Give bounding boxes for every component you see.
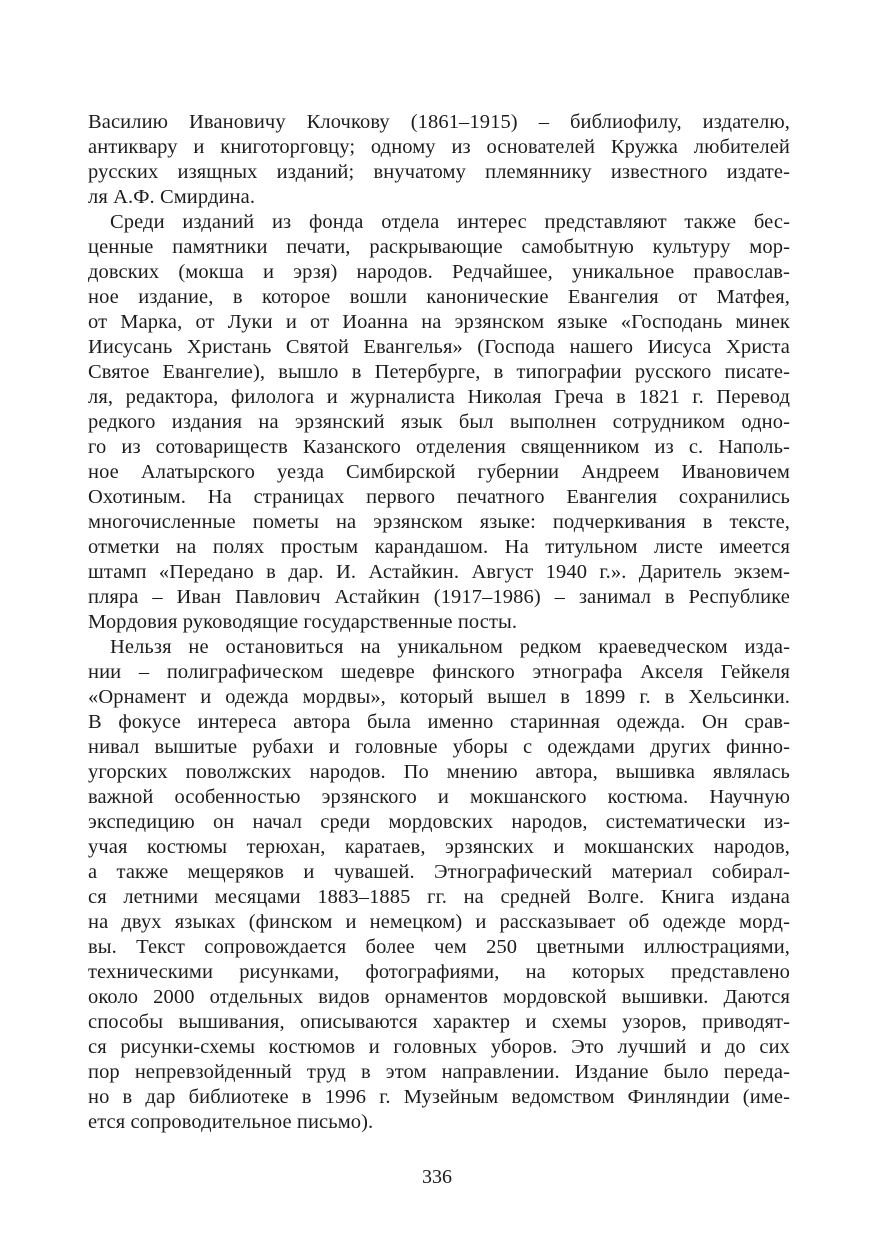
text-line: техническими рисунками, фотографиями, на которых представлено	[88, 961, 790, 983]
text-line: Среди изданий из фонда отдела интерес представляют также бес-	[110, 211, 790, 233]
text-line: пляра – Иван Павлович Астайкин (1917–1986) – занимал в Республике	[88, 586, 790, 608]
text-line: отметки на полях простым карандашом. На титульном листе имеется	[88, 536, 790, 558]
text-line: ся летними месяцами 1883–1885 гг. на средней Волге. Книга издана	[88, 886, 790, 908]
text-line: учая костюмы терюхан, каратаев, эрзянских и мокшанских народов,	[88, 836, 790, 858]
text-line: редкого издания на эрзянский язык был выполнен сотрудником одно-	[88, 411, 790, 433]
text-line: Иисусань Христань Святой Евангелья» (Господа нашего Иисуса Христа	[88, 336, 790, 358]
text-line: русских изящных изданий; внучатому племяннику известного издате-	[88, 161, 790, 183]
text-line: важной особенностью эрзянского и мокшанского костюма. Научную	[88, 786, 790, 808]
text-line: пор непревзойденный труд в этом направлении. Издание было переда-	[88, 1061, 790, 1083]
text-line: Василию Ивановичу Клочкову (1861–1915) – библиофилу, издателю,	[88, 111, 790, 133]
text-line: Святое Евангелие), вышло в Петербурге, в типографии русского писате-	[88, 361, 790, 383]
text-line: около 2000 отдельных видов орнаментов мордовской вышивки. Даются	[88, 986, 790, 1008]
text-line: вы. Текст сопровождается более чем 250 цветными иллюстрациями,	[88, 936, 790, 958]
text-line: ное Алатырского уезда Симбирской губернии Андреем Ивановичем	[88, 461, 790, 483]
text-line: довских (мокша и эрзя) народов. Редчайшее, уникальное православ-	[88, 261, 790, 283]
text-line: Мордовия руководящие государственные посты.	[88, 611, 518, 633]
text-line: способы вышивания, описываются характер и схемы узоров, приводят-	[88, 1011, 790, 1033]
text-line: ля, редактора, филолога и журналиста Николая Греча в 1821 г. Перевод	[88, 386, 790, 408]
text-line: угорских поволжских народов. По мнению автора, вышивка являлась	[88, 761, 790, 783]
text-line: но в дар библиотеке в 1996 г. Музейным ведомством Финляндии (име-	[88, 1086, 790, 1108]
text-line: нии – полиграфическом шедевре финского этнографа Акселя Гейкеля	[88, 661, 790, 683]
text-line: ценные памятники печати, раскрывающие самобытную культуру мор-	[88, 236, 790, 258]
text-line: многочисленные пометы на эрзянском языке: подчеркивания в тексте,	[88, 511, 790, 533]
page-number: 336	[422, 1166, 452, 1188]
paragraph	[88, 110, 790, 210]
text-line: на двух языках (финском и немецком) и рассказывает об одежде морд-	[88, 911, 790, 933]
text-line: нивал вышитые рубахи и головные уборы с одеждами других финно-	[88, 736, 790, 758]
text-line: Охотиным. На страницах первого печатного Евангелия сохранились	[88, 486, 790, 508]
text-line: штамп «Передано в дар. И. Астайкин. Август 1940 г.». Даритель экзем-	[88, 561, 790, 583]
text-line: Нельзя не остановиться на уникальном редком краеведческом изда-	[110, 636, 790, 658]
text-line: «Орнамент и одежда мордвы», который вышел в 1899 г. в Хельсинки.	[88, 686, 790, 708]
text-line: ное издание, в которое вошли канонические Евангелия от Матфея,	[88, 286, 790, 308]
text-line: го из сотовариществ Казанского отделения священником из с. Наполь-	[88, 436, 790, 458]
text-line: от Марка, от Луки и от Иоанна на эрзянском языке «Господань минек	[88, 311, 790, 333]
text-line: ля А.Ф. Смирдина.	[88, 186, 256, 208]
paragraph	[88, 635, 790, 1135]
paragraph	[88, 210, 790, 635]
text-line: В фокусе интереса автора была именно старинная одежда. Он срав-	[88, 711, 790, 733]
text-line: антиквару и книготорговцу; одному из основателей Кружка любителей	[88, 136, 790, 158]
text-line: ся рисунки-схемы костюмов и головных уборов. Это лучший и до сих	[88, 1036, 790, 1058]
text-line: ется сопроводительное письмо).	[88, 1111, 374, 1133]
text-block	[88, 110, 790, 1135]
text-line: а также мещеряков и чувашей. Этнографический материал собирал-	[88, 861, 790, 883]
text-line: экспедицию он начал среди мордовских народов, систематически из-	[88, 811, 790, 833]
